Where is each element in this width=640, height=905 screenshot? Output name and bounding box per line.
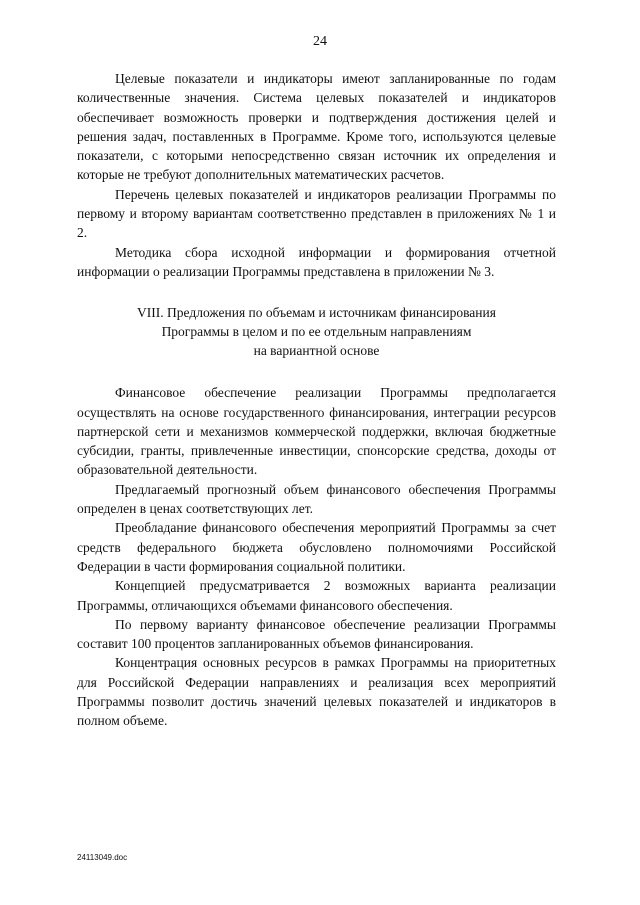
paragraph-first-variant: По первому варианту финансовое обеспечение реализации Программы составит 100 процентов запланированных объемов финансирования.: [77, 616, 556, 652]
paragraph-federal-budget: Преобладание финансового обеспечения мероприятий Программы за счет средств федерального бюджета обусловлено полномочиями Российской Федерации в части формирования социальной политики.: [77, 520, 556, 574]
section-heading: [77, 303, 556, 360]
section-heading-line-2: Программы в целом и по ее отдельным направлениям: [161, 324, 472, 340]
page-number: 24: [313, 34, 327, 49]
paragraph-methodology: Методика сбора исходной информации и формирования отчетной информации о реализации Программы представлена в приложении № 3.: [77, 244, 556, 279]
section-heading-line-1: VIII. Предложения по объемам и источникам финансирования: [137, 305, 496, 321]
paragraph-concept-variants: Концепцией предусматривается 2 возможных варианта реализации Программы, отличающихся объемами финансового обеспечения.: [77, 578, 556, 613]
paragraph-forecast-volume: Предлагаемый прогнозный объем финансового обеспечения Программы определен в ценах соответствующих лет.: [77, 481, 556, 517]
paragraph-targets-indicators: Целевые показатели и индикаторы имеют запланированные по годам количественные значения. Система целевых показателей и индикаторов обеспечивает возможность проверки и подтверждения достижения целей и решения задач, поставленных в Программе. Кроме того, используются целевые показатели, с которыми непосредственно связан источник их определения и которые не требуют дополнительных математических расчетов.: [77, 71, 556, 183]
footer-document-code: 24113049.doc: [77, 853, 128, 862]
paragraph-indicator-list: Перечень целевых показателей и индикаторов реализации Программы по первому и второму вариантам соответственно представлен в приложениях № 1 и 2.: [77, 186, 556, 241]
section-heading-line-3: на вариантной основе: [253, 343, 380, 359]
document-body: [77, 69, 556, 731]
paragraph-financial-support: Финансовое обеспечение реализации Программы предполагается осуществлять на основе государственного финансирования, интеграции ресурсов партнерской сети и механизмов коммерческой поддержки, включая бюджетные субсидии, гранты, привлеченные инвестиции, спонсорские средства, доходы от образовательной деятельности.: [77, 385, 556, 478]
paragraph-resource-concentration: Концентрация основных ресурсов в рамках Программы на приоритетных для Российской Федерации направлениях и реализация всех мероприятий Программы позволит достичь значений целевых показателей и индикаторов в полном объеме.: [77, 655, 556, 729]
